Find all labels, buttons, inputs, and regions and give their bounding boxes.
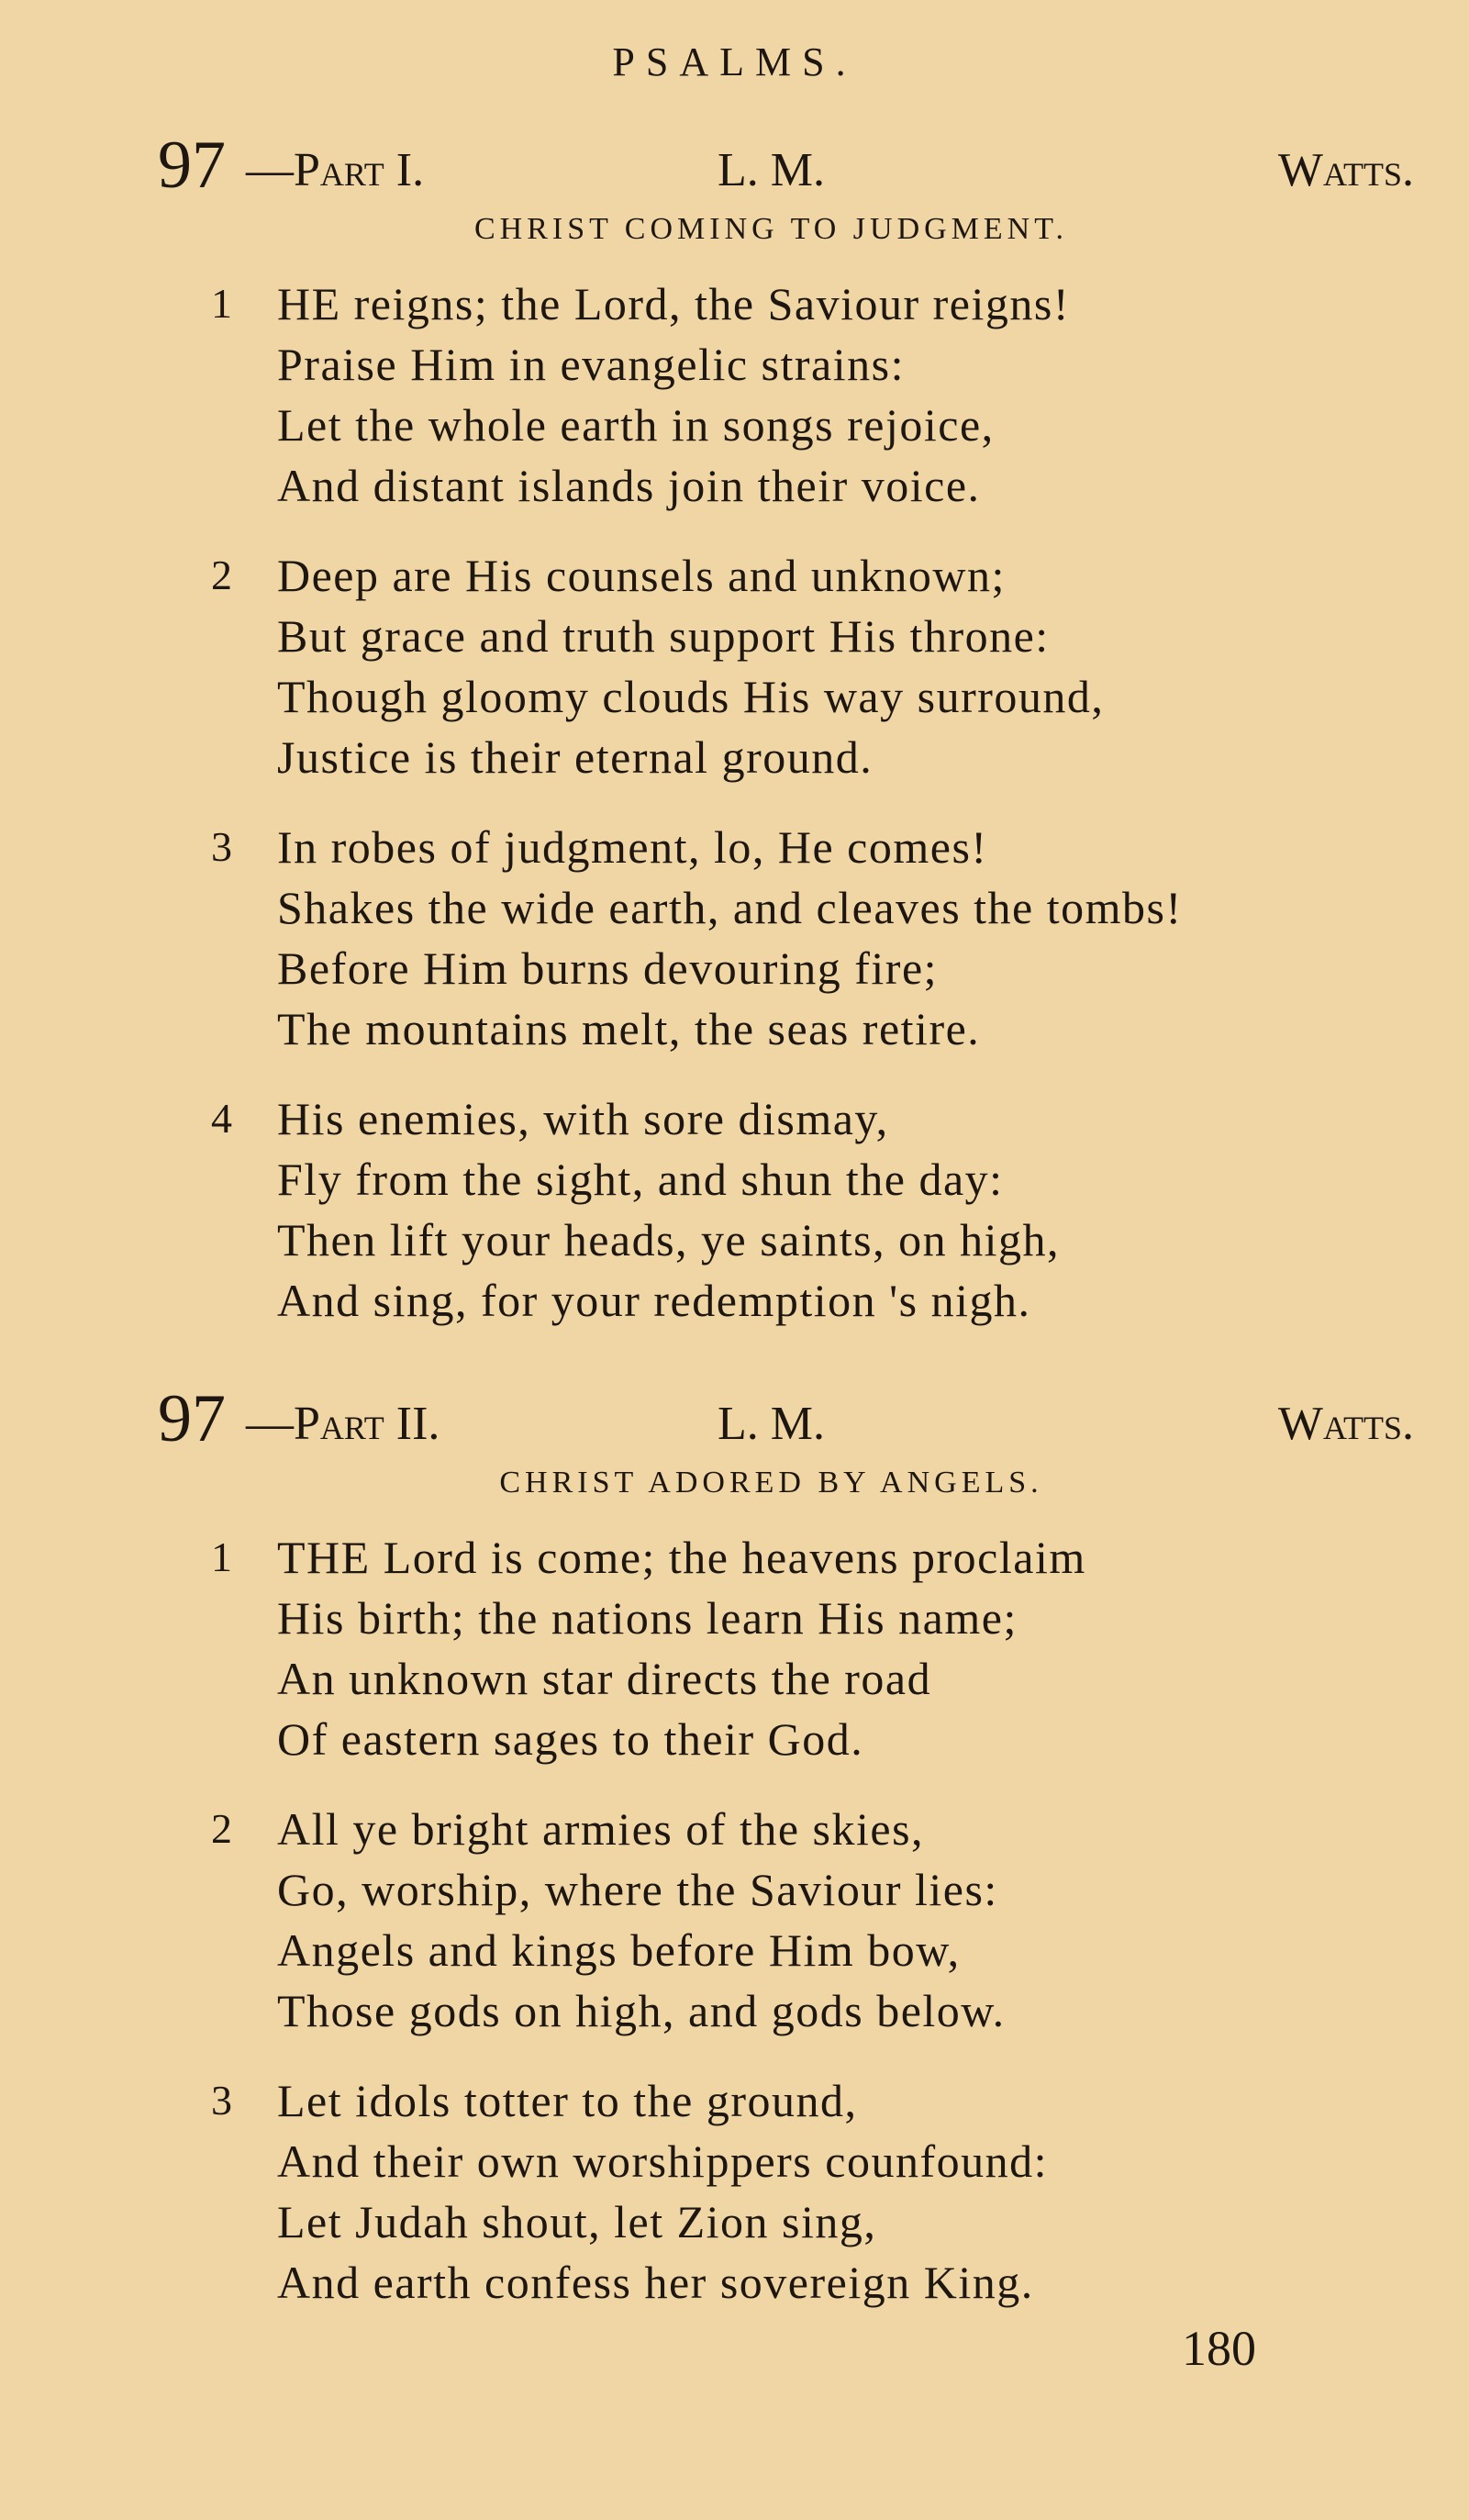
stanza xyxy=(0,545,1469,787)
verse-line: His birth; the nations learn His name; xyxy=(277,1592,1018,1644)
stanza-number: 1 xyxy=(211,1533,232,1580)
stanza xyxy=(0,1799,1469,2041)
verse-line: Let Judah shout, let Zion sing, xyxy=(277,2196,877,2247)
hymn-97-part-2 xyxy=(0,1381,1469,2342)
stanza-number: 2 xyxy=(211,1805,232,1852)
verse-line: Before Him burns devouring fire; xyxy=(277,942,939,994)
verse-line: And earth confess her sovereign King. xyxy=(277,2257,1034,2308)
verse-line: The mountains melt, the seas retire. xyxy=(277,1003,981,1054)
stanza xyxy=(0,2070,1469,2313)
verse-line: And sing, for your redemption 's nigh. xyxy=(277,1275,1031,1326)
stanza-number: 1 xyxy=(211,280,232,327)
verse-line: Fly from the sight, and shun the day: xyxy=(277,1154,1004,1205)
verse-line: Those gods on high, and gods below. xyxy=(277,1985,1006,2036)
verse-line: And their own worshippers counfound: xyxy=(277,2135,1048,2187)
stanza-number: 2 xyxy=(211,552,232,598)
verse-line: His enemies, with sore dismay, xyxy=(277,1093,889,1144)
verse-line: Shakes the wide earth, and cleaves the tombs! xyxy=(277,882,1183,933)
hymn-number: 97 xyxy=(158,128,226,203)
hymn-97-part-1 xyxy=(0,128,1469,1360)
stanza-number: 4 xyxy=(211,1095,232,1142)
hymn-title: CHRIST COMING TO JUDGMENT. xyxy=(474,212,1068,246)
verse-line: Though gloomy clouds His way surround, xyxy=(277,671,1105,722)
verse-line: Then lift your heads, ye saints, on high, xyxy=(277,1214,1061,1266)
stanza xyxy=(0,1527,1469,1769)
stanza-number: 3 xyxy=(211,2077,232,2124)
hymn-author: Watts. xyxy=(1277,1398,1414,1450)
stanza xyxy=(0,817,1469,1059)
stanza-number: 3 xyxy=(211,823,232,870)
hymn-part: —Part I. xyxy=(246,144,425,196)
hymn-meter: L. M. xyxy=(718,1398,825,1450)
verse-line: HE reigns; the Lord, the Saviour reigns! xyxy=(277,278,1070,329)
verse-line: Go, worship, where the Saviour lies: xyxy=(277,1864,998,1915)
verse-line: Of eastern sages to their God. xyxy=(277,1713,864,1765)
verse-line: But grace and truth support His throne: xyxy=(277,610,1050,662)
hymn-number: 97 xyxy=(158,1381,226,1456)
hymn-header xyxy=(0,128,1469,209)
verse-line: And distant islands join their voice. xyxy=(277,460,981,511)
hymn-part: —Part II. xyxy=(246,1398,440,1450)
stanza xyxy=(0,273,1469,516)
verse-line: An unknown star directs the road xyxy=(277,1653,932,1704)
hymn-author: Watts. xyxy=(1277,144,1414,196)
verse-line: In robes of judgment, lo, He comes! xyxy=(277,821,988,873)
verse-line: Justice is their eternal ground. xyxy=(277,731,874,783)
verse-line: Let the whole earth in songs rejoice, xyxy=(277,399,995,451)
verse-line: All ye bright armies of the skies, xyxy=(277,1803,925,1855)
verse-line: Angels and kings before Him bow, xyxy=(277,1924,961,1976)
verse-line: Praise Him in evangelic strains: xyxy=(277,339,905,390)
hymn-header xyxy=(0,1381,1469,1463)
verse-line: Let idols totter to the ground, xyxy=(277,2075,858,2126)
hymn-title: CHRIST ADORED BY ANGELS. xyxy=(499,1466,1043,1500)
running-head: PSALMS. xyxy=(612,39,857,84)
stanza xyxy=(0,1088,1469,1331)
page-number: 180 xyxy=(1182,2321,1256,2376)
hymn-meter: L. M. xyxy=(718,144,825,196)
verse-line: THE Lord is come; the heavens proclaim xyxy=(277,1532,1086,1583)
verse-line: Deep are His counsels and unknown; xyxy=(277,550,1006,601)
